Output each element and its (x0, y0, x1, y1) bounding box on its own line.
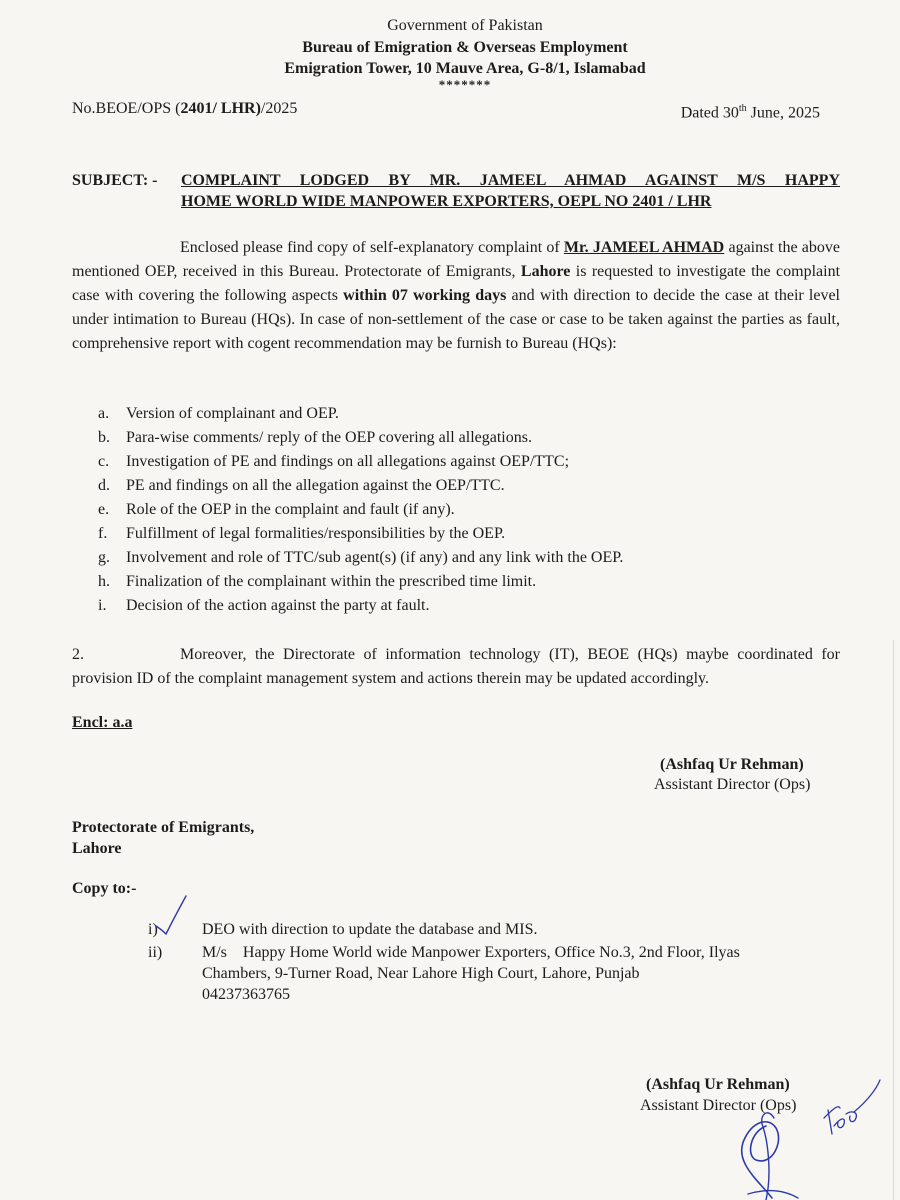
date-suffix: th (738, 103, 747, 114)
copy-to-label: Copy to:- (72, 880, 137, 897)
subject-line-2: HOME WORLD WIDE MANPOWER EXPORTERS, OEPL NO 2401 / LHR (181, 193, 712, 210)
handwritten-signature-icon (728, 1070, 898, 1200)
list-item: i. Decision of the action against the party at fault. (98, 597, 430, 614)
signatory-title-2: Assistant Director (Ops) (640, 1097, 797, 1114)
list-item: h. Finalization of the complainant within the prescribed time limit. (98, 573, 537, 590)
copy-item-2-line-2: Chambers, 9-Turner Road, Near Lahore High Court, Lahore, Punjab (202, 965, 640, 982)
para1-text-1: Enclosed please find copy of self-explanatory complaint of (180, 239, 564, 256)
date-rest: June, 2025 (746, 104, 820, 122)
ref-suffix: /2025 (260, 100, 298, 117)
copy-item-2-marker: ii) (148, 944, 163, 961)
govt-line: Government of Pakistan (387, 17, 543, 34)
list-item: e. Role of the OEP in the complaint and fault (if any). (98, 501, 455, 518)
addressee-line-1: Protectorate of Emigrants, (72, 819, 255, 836)
header-stars: ******* (438, 77, 492, 92)
list-item: f. Fulfillment of legal formalities/responsibilities by the OEP. (98, 525, 506, 542)
signatory-name: (Ashfaq Ur Rehman) (660, 756, 804, 773)
signatory-title: Assistant Director (Ops) (654, 776, 811, 793)
list-item: g. Involvement and role of TTC/sub agent(s) (if any) and any link with the OEP. (98, 549, 624, 566)
protectorate-city: Lahore (520, 263, 571, 280)
list-item: c. Investigation of PE and findings on all allegations against OEP/TTC; (98, 453, 570, 470)
signatory-name-2: (Ashfaq Ur Rehman) (646, 1076, 790, 1093)
copy-item-2-line-1: M/s Happy Home World wide Manpower Exporters, Office No.3, 2nd Floor, Ilyas (202, 944, 740, 961)
list-item: a. Version of complainant and OEP. (98, 405, 339, 422)
bureau-name: Bureau of Emigration & Overseas Employment (302, 39, 628, 56)
addressee-line-2: Lahore (72, 840, 122, 857)
list-item: d. PE and findings on all the allegation against the OEP/TTC. (98, 477, 505, 494)
body-paragraph-1 (72, 236, 840, 356)
body-paragraph-2: Moreover, the Directorate of information technology (IT), BEOE (HQs) maybe coordinated for provision ID of the complaint management system and actions therein may be updated accordingly. (72, 646, 840, 687)
enclosure-note: Encl: a.a (72, 714, 133, 731)
scan-edge-line (893, 640, 894, 1200)
list-item: b. Para-wise comments/ reply of the OEP covering all allegations. (98, 429, 532, 446)
letter-date (681, 97, 820, 125)
reference-number (72, 97, 297, 121)
tick-mark-icon (150, 890, 190, 940)
para1-text-3: is requested to investigate the complaint case with covering the following aspects (72, 263, 841, 304)
complainant-name: Mr. JAMEEL AHMAD (563, 239, 725, 256)
subject-label: SUBJECT: - (72, 172, 158, 189)
copy-item-2-phone: 04237363765 (202, 986, 290, 1003)
date-label: Dated 30 (680, 104, 739, 122)
para2-number: 2. (72, 646, 84, 663)
subject-line-1: COMPLAINT LODGED BY MR. JAMEEL AHMAD AGAINST M/S HAPPY (181, 172, 840, 189)
ref-bold: 2401/ LHR) (180, 100, 261, 117)
deadline-text: within 07 working days (343, 287, 507, 304)
para1-text-4: and with direction to decide the case at their level under intimation to Bureau (HQs). In case of non-settlement of the case or case to be taken against the parties as fault, comprehensive report with cogent recommendation may be furnish to Bureau (HQs): (72, 287, 841, 352)
bureau-address: Emigration Tower, 10 Mauve Area, G-8/1, Islamabad (284, 60, 646, 77)
para1-text-2: against the above mentioned OEP, received in this Bureau. Protectorate of Emigrants, (72, 239, 840, 280)
ref-prefix: No.BEOE/OPS ( (72, 100, 181, 117)
copy-item-1-text: DEO with direction to update the database and MIS. (202, 921, 538, 938)
copy-item-1-marker: i) (148, 921, 158, 938)
